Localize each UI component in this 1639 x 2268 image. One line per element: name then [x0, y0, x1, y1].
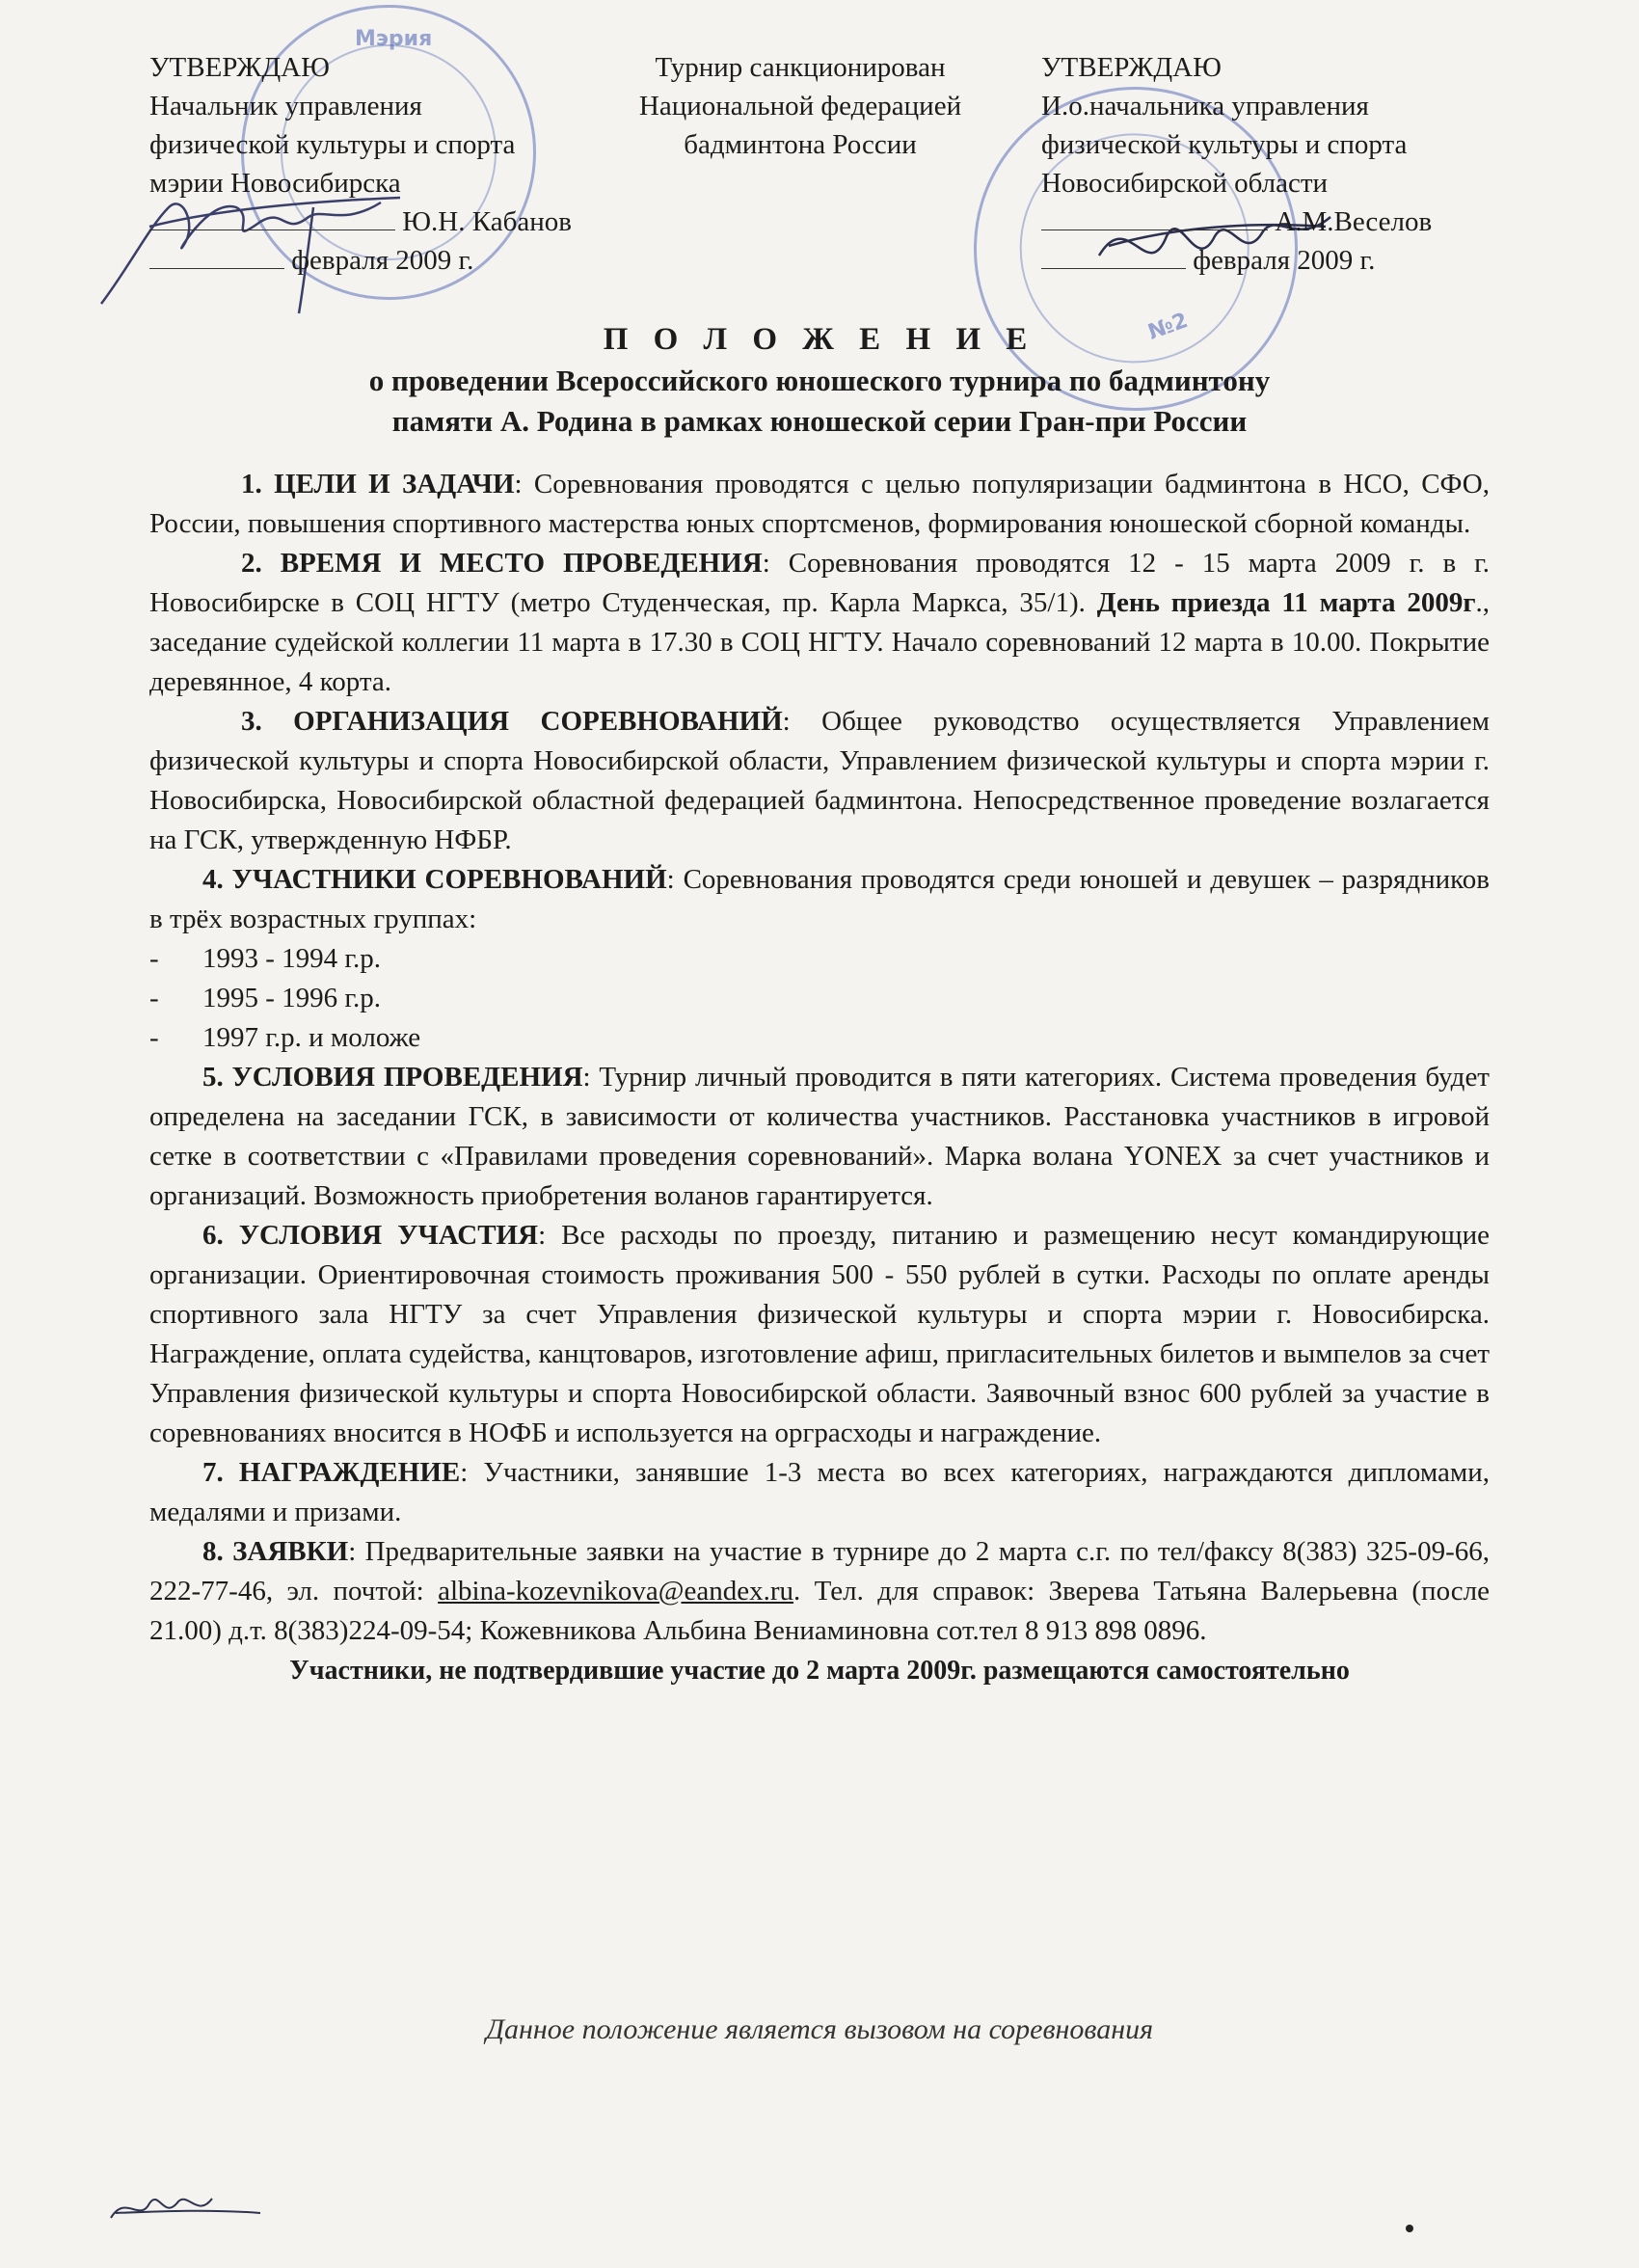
section-5: [149, 1058, 1490, 1216]
list-item: [149, 1018, 1490, 1058]
approver-department: физической культуры и спорта: [1041, 129, 1408, 160]
date-underline: [1041, 268, 1186, 269]
sanction-block: [588, 48, 1012, 164]
section-3-text: : Общее руководство осуществляется Управлением физической культуры и спорта Новосибирской области, Управлением физической культуры и спорта мэрии г. Новосибирска, Новосибирской областной федерацией бадминтона. Непосредственное проведение возлагается на ГСК, утвержденную НФБР.: [149, 706, 1491, 855]
section-1: [149, 465, 1490, 544]
section-4-text: : Соревнования проводятся среди юношей и девушек – разрядников в трёх возрастных группах:: [149, 864, 1490, 934]
list-dash: -: [149, 1022, 159, 1053]
list-dash: -: [149, 983, 159, 1013]
document-body: [149, 465, 1490, 1690]
signature-line: [1041, 202, 1581, 241]
approver-position: Начальник управления: [149, 91, 422, 122]
approve-label: УТВЕРЖДАЮ: [149, 52, 330, 83]
section-2: [149, 544, 1490, 702]
section-1-text: : Соревнования проводятся с целью популяризации бадминтона в НСО, СФО, России, повышения спортивного мастерства юных спортсменов, формирования юношеской сборной команды.: [149, 469, 1490, 539]
section-6-text: : Все расходы по проезду, питанию и размещению несут командирующие организации. Ориентировочная стоимость проживания 500 - 550 рублей в сутки. Расходы по оплате аренды спортивного зала НГТУ за счет Управления физической культуры и спорта мэрии г. Новосибирска. Награждение, оплата судейства, канцтоваров, изготовление афиш, пригласительных билетов и вымпелов за счет Управления физической культуры и спорта Новосибирской области. Заявочный взнос 600 рублей за участие в соревнованиях вносится в НОФБ и используется на орграсходы и награждение.: [149, 1220, 1490, 1448]
section-8-heading: 8. ЗАЯВКИ: [202, 1536, 349, 1567]
list-item: [149, 979, 1490, 1018]
approve-label: УТВЕРЖДАЮ: [1041, 52, 1222, 83]
document-title: [145, 318, 1494, 442]
title-main: П О Л О Ж Е Н И Е: [603, 322, 1036, 357]
confirmation-notice: Участники, не подтвердившие участие до 2 марта 2009г. размещаются самостоятельно: [289, 1656, 1350, 1686]
section-2-text-cont: ., заседание судейской коллегии 11 марта в 17.30 в СОЦ НГТУ. Начало соревнований 12 марта в 10.00. Покрытие деревянное, 4 корта.: [149, 587, 1490, 697]
approver-organization: мэрии Новосибирска: [149, 168, 401, 199]
approval-block-right: [1041, 48, 1581, 280]
section-8: [149, 1532, 1490, 1651]
sanction-line-1: Турнир санкционирован: [655, 52, 946, 83]
section-4-heading: 4. УЧАСТНИКИ СОРЕВНОВАНИЙ: [202, 864, 667, 895]
section-2-text: : Соревнования проводятся 12 - 15 марта 2009 г. в г. Новосибирске в СОЦ НГТУ (метро Студенческая, пр. Карла Маркса, 35/1).: [149, 548, 1490, 618]
section-8-text: : Предварительные заявки на участие в турнире до 2 марта с.г. по тел/факсу 8(383) 325-09-66, 222-77-46, эл. почтой:: [149, 1536, 1490, 1606]
page-mark: [1406, 2225, 1413, 2232]
section-5-heading: 5. УСЛОВИЯ ПРОВЕДЕНИЯ: [202, 1062, 583, 1093]
section-3: [149, 702, 1490, 860]
contact-email-link[interactable]: albina-kozevnikova@eandex.ru: [438, 1576, 794, 1606]
approval-block-left: [149, 48, 593, 280]
section-5-text: : Турнир личный проводится в пяти категориях. Система проведения будет определена на заседании ГСК, в зависимости от количества участников. Расстановка участников в игровой сетке в соответствии с «Правилами проведения соревнований». Марка волана YONEX за счет участников и организаций. Возможность приобретения воланов гарантируется.: [149, 1062, 1490, 1211]
approver-name: Ю.Н. Кабанов: [402, 206, 572, 237]
invitation-note: Данное положение является вызовом на соревнования: [485, 2013, 1154, 2045]
list-item: [149, 939, 1490, 979]
approval-date: февраля 2009 г.: [291, 245, 474, 276]
age-group: 1995 - 1996 г.р.: [202, 983, 382, 1013]
approver-position: И.о.начальника управления: [1041, 91, 1369, 122]
section-2-heading: 2. ВРЕМЯ И МЕСТО ПРОВЕДЕНИЯ: [241, 548, 763, 579]
list-dash: -: [149, 943, 159, 974]
approval-date: февраля 2009 г.: [1193, 245, 1376, 276]
date-line: [149, 241, 593, 280]
date-underline: [149, 268, 284, 269]
signature-line: [149, 202, 593, 241]
section-7-text: : Участники, занявшие 1-3 места во всех категориях, награждаются дипломами, медалями и призами.: [149, 1457, 1490, 1527]
section-1-heading: 1. ЦЕЛИ И ЗАДАЧИ: [241, 469, 515, 500]
footer-initials: [106, 2184, 270, 2232]
approver-department: физической культуры и спорта: [149, 129, 516, 160]
section-6: [149, 1216, 1490, 1453]
title-line-2: о проведении Всероссийского юношеского турнира по бадминтону: [368, 364, 1271, 397]
section-7-heading: 7. НАГРАЖДЕНИЕ: [202, 1457, 461, 1488]
approver-name: А.М.Веселов: [1275, 206, 1433, 237]
right-stamp-text: №2: [1144, 309, 1192, 345]
section-8-text-cont: . Тел. для справок: Зверева Татьяна Валерьевна (после 21.00) д.т. 8(383)224-09-54; Кожевникова Альбина Вениаминовна сот.тел 8 913 898 0896.: [149, 1576, 1491, 1646]
date-line: [1041, 241, 1581, 280]
sanction-line-3: бадминтона России: [684, 129, 917, 160]
left-stamp-text: Мэрия: [355, 27, 433, 51]
age-group: 1993 - 1994 г.р.: [202, 943, 382, 974]
section-7: [149, 1453, 1490, 1532]
section-3-heading: 3. ОРГАНИЗАЦИЯ СОРЕВНОВАНИЙ: [241, 706, 783, 737]
arrival-day: День приезда 11 марта 2009г: [1096, 587, 1476, 618]
section-4: [149, 860, 1490, 939]
approver-organization: Новосибирской области: [1041, 168, 1329, 199]
age-group: 1997 г.р. и моложе: [202, 1022, 421, 1053]
section-6-heading: 6. УСЛОВИЯ УЧАСТИЯ: [202, 1220, 539, 1251]
title-line-3: памяти А. Родина в рамках юношеской серии Гран-при России: [391, 404, 1248, 438]
sanction-line-2: Национальной федерацией: [638, 91, 962, 122]
